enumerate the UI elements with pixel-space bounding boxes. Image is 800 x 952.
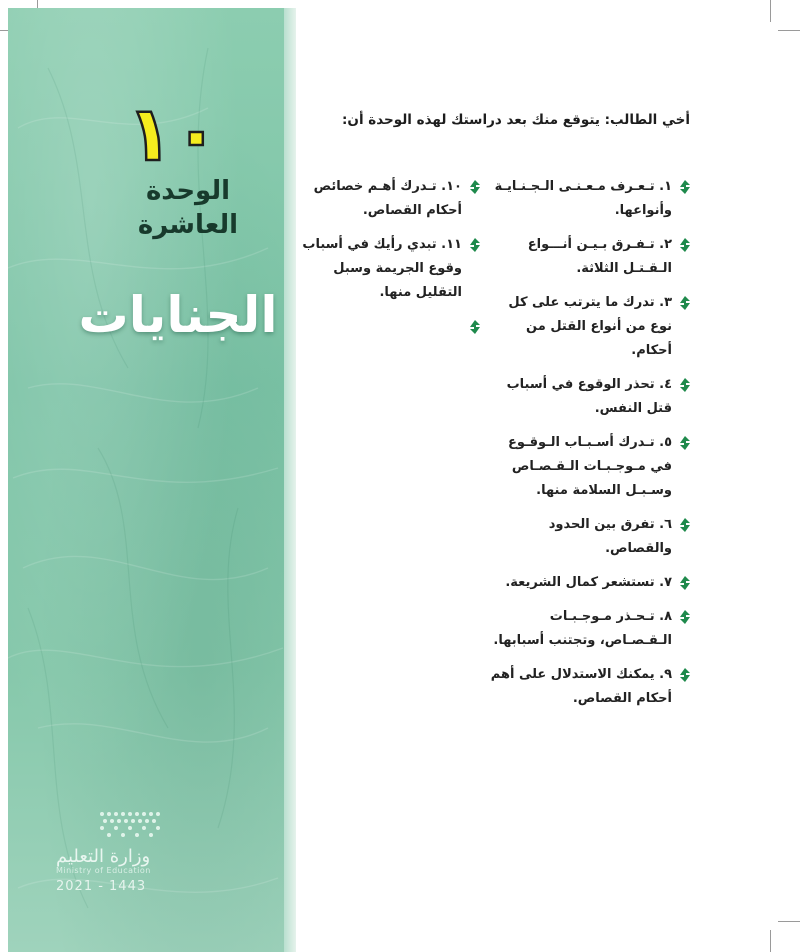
edition-year: 2021 - 1443 xyxy=(56,879,147,894)
unit-cover-panel xyxy=(8,8,284,952)
objective-text: ٤. تحذر الوقوع في أسباب قتل النفس. xyxy=(506,377,672,416)
crop-mark xyxy=(770,0,771,22)
bullet-arrow-icon xyxy=(470,320,480,334)
bullet-arrow-icon xyxy=(470,238,480,252)
bullet-arrow-icon xyxy=(680,180,690,194)
bullet-arrow-icon xyxy=(680,518,690,532)
objectives-column-2 xyxy=(295,175,480,349)
objective-text: ٥. تـدرك أسـبـاب الـوقـوع في مـوجـبـات الـقـصـاص وسـبـل السلامة منها. xyxy=(508,435,672,498)
objective-item xyxy=(490,663,690,711)
objective-text: ٧. تستشعر كمال الشريعة. xyxy=(505,575,672,590)
bullet-arrow-icon xyxy=(680,576,690,590)
objective-item xyxy=(490,431,690,503)
bullet-arrow-icon xyxy=(680,436,690,450)
objective-text: ١. تـعـرف مـعـنـى الـجـنـايـة وأنواعها. xyxy=(494,179,672,218)
bullet-arrow-icon xyxy=(680,238,690,252)
bullet-arrow-icon xyxy=(680,610,690,624)
objective-item xyxy=(490,175,690,223)
unit-number: ١٠ xyxy=(126,89,220,178)
objective-item-empty xyxy=(295,315,480,339)
objective-item xyxy=(490,291,690,363)
ministry-logo-icon xyxy=(98,808,162,840)
intro-text: أخي الطالب: يتوقع منك بعد دراستك لهذه الوحدة أن: xyxy=(342,112,690,128)
unit-title: الجنايات xyxy=(78,286,278,344)
objective-text: ٨. تـحـذر مـوجـبـات الـقـصـاص، وتجتنب أسبابها. xyxy=(493,609,672,648)
objective-text: ٣. تدرك ما يترتب على كل نوع من أنواع القتل من أحكام. xyxy=(508,295,672,358)
objective-text: ٦. تفرق بين الحدود والقصاص. xyxy=(548,517,672,556)
objective-text: ١٠. تـدرك أهـم خصائص أحكام القصاص. xyxy=(313,179,462,218)
crop-mark xyxy=(778,921,800,922)
objective-item xyxy=(490,373,690,421)
crop-mark xyxy=(770,930,771,952)
bullet-arrow-icon xyxy=(470,180,480,194)
objective-item xyxy=(295,233,480,305)
objective-text: ٢. تـفـرق بـيـن أنـــواع الـقـتـل الثلاثة. xyxy=(527,237,672,276)
ministry-name-english: Ministry of Education xyxy=(56,866,151,875)
objective-item xyxy=(490,513,690,561)
crop-mark xyxy=(778,30,800,31)
unit-ordinal: العاشرة xyxy=(137,210,239,240)
bullet-arrow-icon xyxy=(680,668,690,682)
objective-item xyxy=(490,571,690,595)
objective-text: ٩. يمكنك الاستدلال على أهم أحكام القصاص. xyxy=(490,667,672,706)
bullet-arrow-icon xyxy=(680,296,690,310)
objective-item xyxy=(490,605,690,653)
objective-item xyxy=(295,175,480,223)
ministry-name-arabic: وزارة التعليم xyxy=(56,846,151,867)
objective-text: ١١. تبدي رأيك في أسباب وقوع الجريمة وسبل التقليل منها. xyxy=(302,237,462,300)
objective-item xyxy=(490,233,690,281)
objectives-column-1 xyxy=(490,175,690,721)
unit-label: الوحدة xyxy=(145,176,231,206)
bullet-arrow-icon xyxy=(680,378,690,392)
panel-edge xyxy=(284,8,296,952)
